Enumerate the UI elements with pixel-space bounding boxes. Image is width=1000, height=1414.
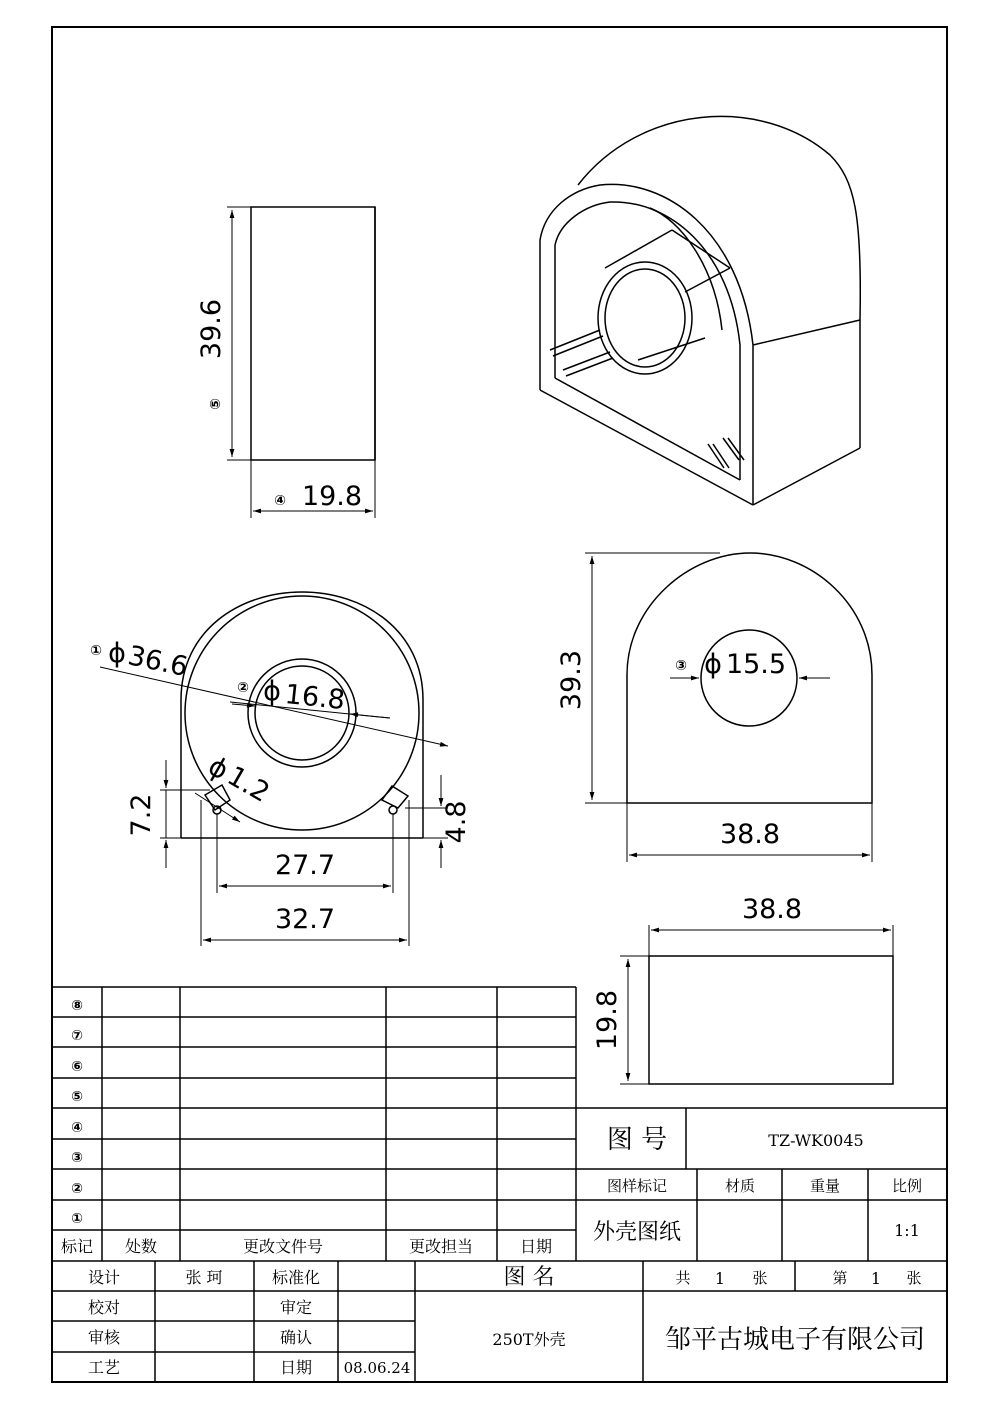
confirm-label: 确认 (279, 1328, 313, 1347)
sheet-label: 第 (832, 1269, 848, 1287)
rev-row-6: ⑥ (71, 1059, 83, 1075)
side-view (227, 207, 375, 518)
col-material-label: 材质 (724, 1177, 756, 1195)
col-weight-label: 重量 (809, 1177, 841, 1195)
part-name: 250T外壳 (492, 1330, 566, 1349)
dim-15-5: 15.5 (725, 649, 787, 680)
dim-38-8-front: 38.8 (719, 819, 781, 850)
drawing-no-label: 图 号 (606, 1125, 668, 1155)
dim-36-6-marker: ① (90, 643, 102, 659)
drawing-title: 外壳图纸 (592, 1220, 682, 1245)
rev-header-owner: 更改担当 (408, 1237, 474, 1256)
check-label: 校对 (87, 1298, 121, 1317)
dim-19-8-side: 19.8 (301, 481, 363, 512)
review-label: 审核 (87, 1328, 121, 1347)
dim-16-8-phi: ϕ (263, 676, 281, 707)
rev-row-1: ① (71, 1211, 83, 1227)
dim-39-6-marker: ⑤ (208, 398, 224, 410)
dim-39-6: 39.6 (196, 298, 227, 360)
rev-header-doc: 更改文件号 (242, 1237, 324, 1256)
dim-38-8-bottom: 38.8 (741, 894, 803, 925)
pin-right (382, 786, 408, 808)
rev-row-3: ③ (71, 1150, 83, 1166)
bottom-view-body (649, 956, 893, 1084)
rev-header-count: 处数 (124, 1237, 158, 1256)
dim-4-8: 4.8 (441, 800, 472, 844)
rev-row-7: ⑦ (71, 1028, 83, 1044)
rev-row-2: ② (71, 1181, 83, 1197)
scale-value: 1:1 (894, 1221, 920, 1240)
rev-row-8: ⑧ (71, 998, 83, 1014)
total-label: 共 (675, 1269, 691, 1287)
process-label: 工艺 (87, 1358, 121, 1377)
drawing-no: TZ-WK0045 (768, 1131, 864, 1150)
dim-19-8-bottom: 19.8 (592, 989, 623, 1051)
rev-row-4: ④ (71, 1120, 83, 1136)
sheet-value: 1 (870, 1269, 882, 1288)
dim-15-5-phi: ϕ (704, 649, 722, 680)
standard-label: 标准化 (271, 1268, 321, 1287)
design-label: 设计 (87, 1268, 121, 1287)
name-label: 图 名 (503, 1265, 555, 1290)
dim-27-7: 27.7 (274, 850, 336, 881)
designer-name: 张 珂 (185, 1268, 223, 1287)
bottom-view (620, 925, 893, 1084)
dim-16-8: 16.8 (283, 678, 347, 717)
rev-row-5: ⑤ (71, 1089, 83, 1105)
dim-19-8-side-marker: ④ (274, 493, 286, 509)
dim-16-8-marker: ② (237, 680, 249, 696)
total-unit: 张 (752, 1269, 768, 1287)
dim-36-6-phi: ϕ (108, 638, 126, 669)
rev-header-date: 日期 (519, 1237, 553, 1256)
company-name: 邹平古城电子有限公司 (664, 1325, 926, 1355)
date-value: 08.06.24 (343, 1359, 411, 1377)
pin-dia-phi: ϕ (202, 750, 234, 787)
side-view-body (251, 207, 375, 460)
dim-32-7: 32.7 (274, 904, 336, 935)
dim-36-6: 36.6 (125, 640, 191, 684)
dim-39-3: 39.3 (556, 649, 587, 711)
isometric-view (540, 116, 860, 505)
total-value: 1 (714, 1269, 726, 1288)
approve-label: 审定 (279, 1298, 313, 1317)
pin-dia: 1.2 (221, 760, 275, 809)
front-elevation (585, 553, 872, 862)
dim-7-2: 7.2 (126, 793, 157, 837)
revision-table (52, 987, 947, 1261)
dim-15-5-marker: ③ (675, 658, 687, 674)
date-label: 日期 (279, 1358, 313, 1377)
sheet-unit: 张 (906, 1269, 922, 1287)
rev-header-mark: 标记 (60, 1237, 94, 1256)
col-mark-label: 图样标记 (606, 1177, 668, 1195)
col-scale-label: 比例 (891, 1177, 923, 1195)
